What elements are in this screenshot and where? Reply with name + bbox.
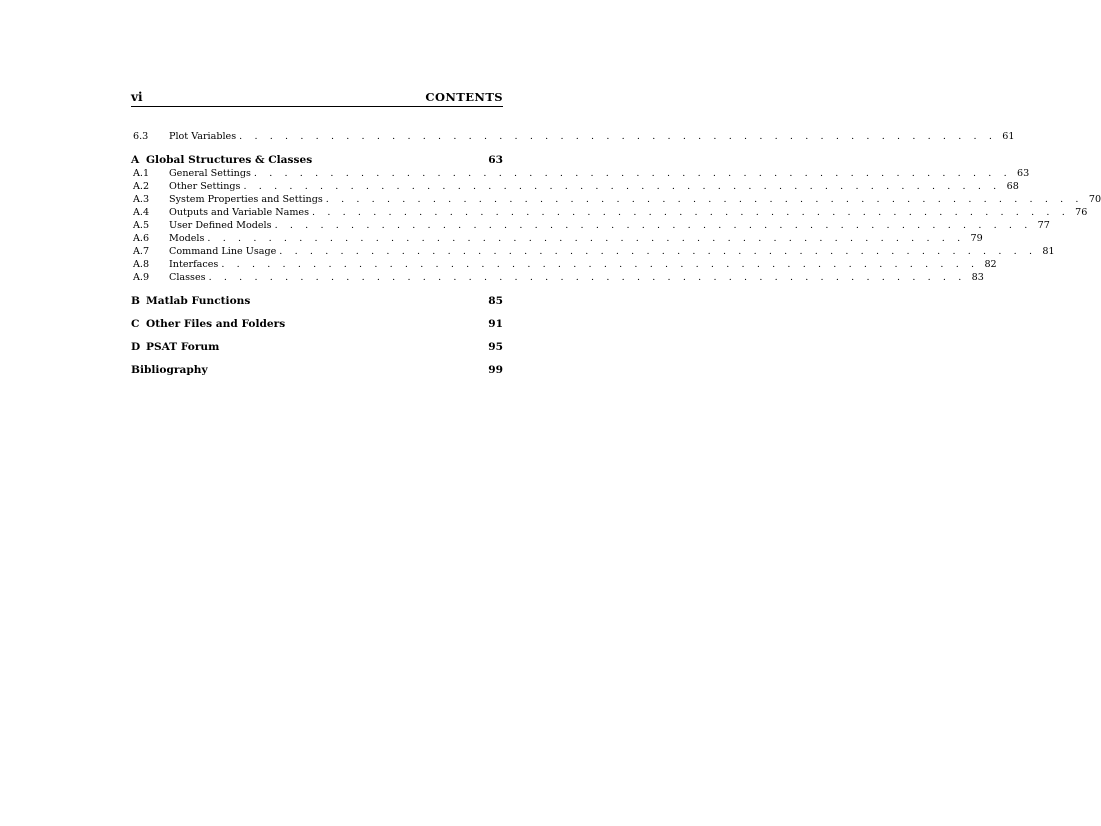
page-header bbox=[131, 90, 503, 107]
section-title: Plot Variables bbox=[169, 131, 237, 142]
section-page: 83 bbox=[971, 272, 984, 283]
appendix-letter: D bbox=[131, 341, 141, 353]
toc-entry-a-1[interactable] bbox=[131, 167, 1030, 181]
dot-leader: . . . . . . . . . . . . . . . . . . . . . . . . . . . . . . . . . . . . . . . . . . . . . . . . . . bbox=[279, 246, 1037, 257]
section-page: 81 bbox=[1042, 246, 1055, 257]
appendix-page: 95 bbox=[488, 341, 503, 353]
section-page: 79 bbox=[970, 233, 983, 244]
section-number: A.7 bbox=[133, 246, 150, 257]
dot-leader: . . . . . . . . . . . . . . . . . . . . . . . . . . . . . . . . . . . . . . . . . . . . . . . . . . bbox=[253, 168, 1012, 179]
toc-entry-a-6[interactable] bbox=[131, 232, 983, 246]
dot-leader: . . . . . . . . . . . . . . . . . . . . . . . . . . . . . . . . . . . . . . . . . . . . . . . . . . bbox=[207, 233, 965, 244]
toc-entry-a-5[interactable] bbox=[131, 219, 1050, 233]
appendix-title: PSAT Forum bbox=[146, 341, 220, 353]
toc-entry-a-3[interactable] bbox=[131, 193, 1101, 207]
dot-leader: . . . . . . . . . . . . . . . . . . . . . . . . . . . . . . . . . . . . . . . . . . . . . . . . . . bbox=[221, 259, 979, 270]
section-title: General Settings bbox=[169, 168, 251, 179]
section-number: A.6 bbox=[133, 233, 150, 244]
appendix-page: 85 bbox=[488, 295, 503, 307]
appendix-letter: C bbox=[131, 318, 140, 330]
toc-entry-6-3[interactable] bbox=[131, 130, 1015, 144]
appendix-title: Global Structures & Classes bbox=[146, 154, 313, 166]
section-number: A.1 bbox=[133, 168, 150, 179]
dot-leader: . . . . . . . . . . . . . . . . . . . . . . . . . . . . . . . . . . . . . . . . . . . . . . . . . . bbox=[274, 220, 1032, 231]
toc-entry-a-2[interactable] bbox=[131, 180, 1019, 194]
section-page: 70 bbox=[1088, 194, 1101, 205]
section-title: Interfaces bbox=[169, 259, 219, 270]
section-page: 63 bbox=[1017, 168, 1030, 179]
section-number: A.3 bbox=[133, 194, 150, 205]
section-title: User Defined Models bbox=[169, 220, 272, 231]
section-number: A.4 bbox=[133, 207, 150, 218]
toc-entry-a-8[interactable] bbox=[131, 258, 997, 272]
section-number: A.9 bbox=[133, 272, 150, 283]
section-page: 68 bbox=[1006, 181, 1019, 192]
toc-appendix-b[interactable] bbox=[131, 294, 503, 308]
section-title: Other Settings bbox=[169, 181, 241, 192]
section-number: A.2 bbox=[133, 181, 150, 192]
section-title: Outputs and Variable Names bbox=[169, 207, 310, 218]
section-number: 6.3 bbox=[133, 131, 149, 142]
toc-appendix-d[interactable] bbox=[131, 340, 503, 354]
page-number: vi bbox=[131, 90, 143, 104]
dot-leader: . . . . . . . . . . . . . . . . . . . . . . . . . . . . . . . . . . . . . . . . . . . . . . . . . . bbox=[239, 131, 997, 142]
toc-entry-a-4[interactable] bbox=[131, 206, 1088, 220]
section-page: 82 bbox=[984, 259, 997, 270]
dot-leader: . . . . . . . . . . . . . . . . . . . . . . . . . . . . . . . . . . . . . . . . . . . . . . . . . . bbox=[208, 272, 966, 283]
dot-leader: . . . . . . . . . . . . . . . . . . . . . . . . . . . . . . . . . . . . . . . . . . . . . . . . . . bbox=[325, 194, 1084, 205]
section-title: System Properties and Settings bbox=[169, 194, 323, 205]
appendix-title: Matlab Functions bbox=[146, 295, 251, 307]
section-title: Models bbox=[169, 233, 205, 244]
toc-bibliography[interactable] bbox=[131, 363, 503, 377]
dot-leader: . . . . . . . . . . . . . . . . . . . . . . . . . . . . . . . . . . . . . . . . . . . . . . . . . . bbox=[312, 207, 1070, 218]
appendix-letter: A bbox=[131, 154, 140, 166]
section-number: A.8 bbox=[133, 259, 150, 270]
section-title: Classes bbox=[169, 272, 206, 283]
section-number: A.5 bbox=[133, 220, 150, 231]
appendix-letter: B bbox=[131, 295, 140, 307]
appendix-title: Other Files and Folders bbox=[146, 318, 286, 330]
running-title: CONTENTS bbox=[425, 90, 503, 104]
dot-leader: . . . . . . . . . . . . . . . . . . . . . . . . . . . . . . . . . . . . . . . . . . . . . . . . . . bbox=[243, 181, 1001, 192]
section-page: 76 bbox=[1075, 207, 1088, 218]
bibliography-page: 99 bbox=[488, 364, 503, 376]
toc-entry-a-9[interactable] bbox=[131, 271, 984, 285]
bibliography-title: Bibliography bbox=[131, 364, 208, 376]
section-title: Command Line Usage bbox=[169, 246, 277, 257]
toc-appendix-a[interactable] bbox=[131, 153, 503, 167]
section-page: 61 bbox=[1002, 131, 1015, 142]
appendix-page: 63 bbox=[488, 154, 503, 166]
appendix-page: 91 bbox=[488, 318, 503, 330]
section-page: 77 bbox=[1037, 220, 1050, 231]
toc-appendix-c[interactable] bbox=[131, 317, 503, 331]
toc-entry-a-7[interactable] bbox=[131, 245, 1055, 259]
